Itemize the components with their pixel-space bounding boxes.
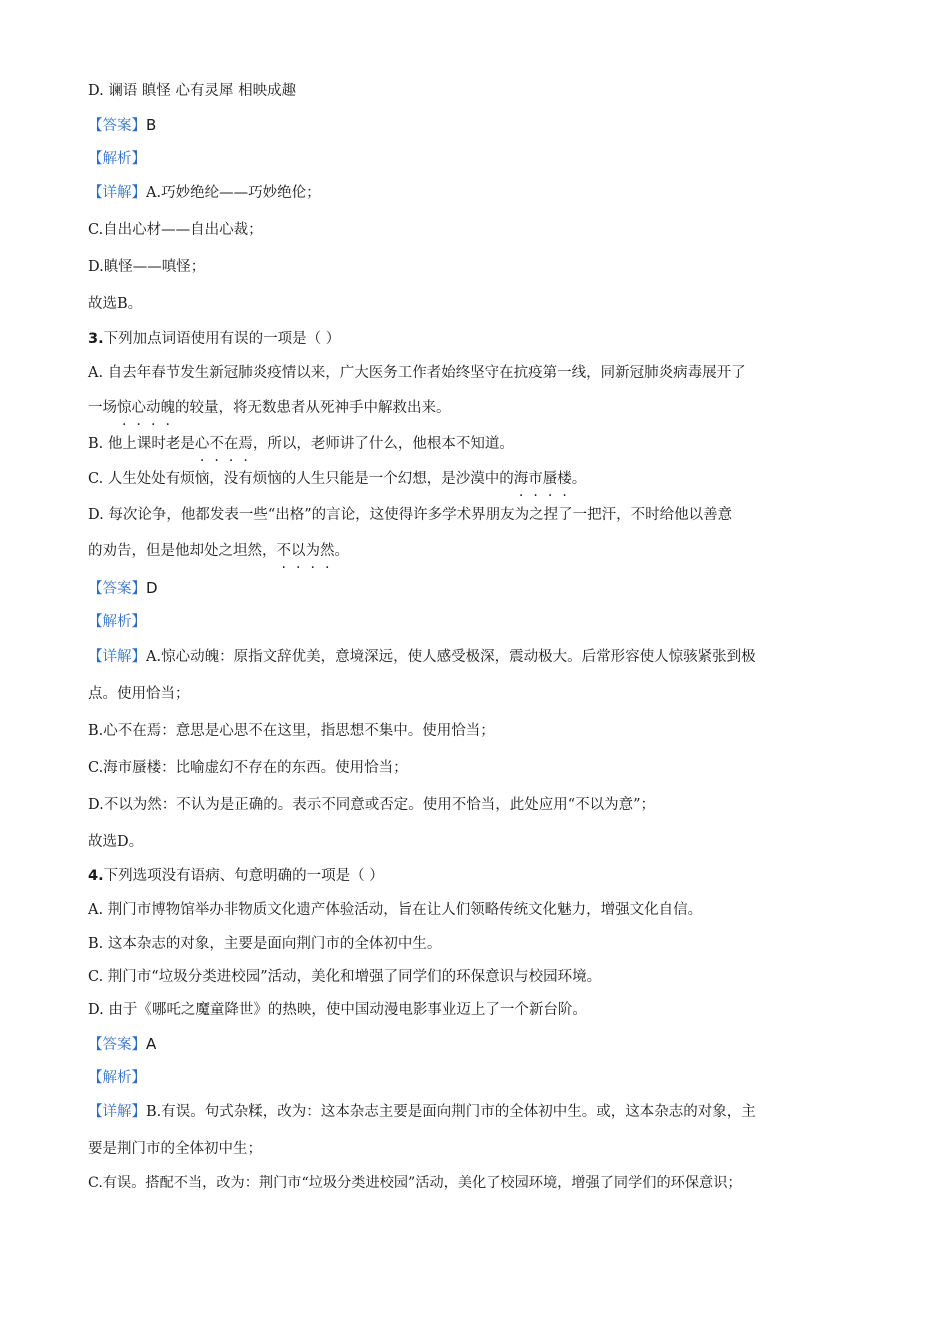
q2-detail-row xyxy=(88,183,321,203)
q3-option-a-line1: A. 自去年春节发生新冠肺炎疫情以来，广大医务工作者始终坚守在抗疫第一线，同新冠肺炎病毒展开了 xyxy=(88,365,746,381)
dotted-char: 在 xyxy=(223,436,239,452)
answer-value: D xyxy=(146,579,158,597)
q4-option: C. 荆门市“垃圾分类进校园”活动，美化和增强了同学们的环保意识与校园环境。 xyxy=(88,969,602,985)
detail-line: C.自出心材——自出心裁； xyxy=(88,222,263,238)
analysis-tag: 【解析】 xyxy=(88,614,146,630)
dotted-char: 然 xyxy=(320,543,335,559)
dotted-char: 焉 xyxy=(238,436,253,452)
q4-option: D. 由于《哪吒之魔童降世》的热映，使中国动漫电影事业迈上了一个新台阶。 xyxy=(88,1002,587,1018)
detail-line: C.海市蜃楼：比喻虚幻不存在的东西。使用恰当； xyxy=(88,760,408,776)
q4-answer-row xyxy=(88,1034,156,1055)
dotted-char: 心 xyxy=(131,400,146,416)
detail-line: 要是荆门市的全体初中生； xyxy=(88,1141,262,1157)
detail-tag: 【详解】 xyxy=(88,185,146,201)
q4-option: A. 荆门市博物馆举办非物质文化遗产体验活动，旨在让人们领略传统文化魅力，增强文化自信。 xyxy=(88,902,703,918)
dotted-char: 市 xyxy=(528,471,543,487)
q3-detail-row xyxy=(88,647,756,667)
detail-text: B.有误。句式杂糅，改为：这本杂志主要是面向荆门市的全体初中生。或，这本杂志的对象，主 xyxy=(146,1104,756,1120)
detail-line: 故选B。 xyxy=(88,296,143,312)
detail-line: D.不以为然：不认为是正确的。表示不同意或否定。使用不恰当，此处应用“不以为意”； xyxy=(88,797,656,813)
q4-stem-row xyxy=(88,866,384,886)
answer-value: A xyxy=(146,1035,157,1053)
q3-stem-row xyxy=(88,329,340,349)
dotted-char: 惊 xyxy=(117,400,132,416)
text-segment: 。 xyxy=(334,543,349,559)
detail-line: D.瞋怪——嗔怪； xyxy=(88,259,206,275)
q3-option-a-line2 xyxy=(88,398,451,418)
text-segment: 一场 xyxy=(88,400,117,416)
detail-line: C.有误。搭配不当，改为：荆门市“垃圾分类进校园”活动，美化了校园环境，增强了同学们的环保意识； xyxy=(88,1175,742,1191)
dotted-char: 魄 xyxy=(160,400,175,416)
q2-option-d: D. 谰语 瞋怪 心有灵犀 相映成趣 xyxy=(88,83,297,99)
q4-detail-row xyxy=(88,1102,756,1122)
analysis-tag: 【解析】 xyxy=(88,1070,146,1086)
text-segment: ，所以，老师讲了什么，他根本不知道。 xyxy=(252,436,514,452)
text-segment: 的较量，将无数患者从死神手中解救出来。 xyxy=(175,400,451,416)
question-number: 3. xyxy=(88,331,104,347)
detail-tag: 【详解】 xyxy=(88,649,146,665)
text-segment: C. 人生处处有烦恼，没有烦恼的人生只能是一个幻想，是沙漠中的 xyxy=(88,471,514,487)
dotted-char: 蜃 xyxy=(542,471,558,487)
q4-option: B. 这本杂志的对象，主要是面向荆门市的全体初中生。 xyxy=(88,936,442,952)
dotted-char: 为 xyxy=(305,543,320,559)
q3-option-d-line2 xyxy=(88,541,349,561)
text-segment: B. 他上课时老是 xyxy=(88,436,195,452)
text-segment: 。 xyxy=(571,471,587,487)
detail-line: 故选D。 xyxy=(88,834,144,850)
q3-option-d-line1: D. 每次论争，他都发表一些“出格”的言论，这使得许多学术界朋友为之捏了一把汗，不时给他以善意 xyxy=(88,507,733,523)
detail-line: B.心不在焉：意思是心思不在这里，指思想不集中。使用恰当； xyxy=(88,723,495,739)
text-segment: 的劝告，但是他却处之坦然， xyxy=(88,543,277,559)
answer-tag: 【答案】 xyxy=(88,581,146,597)
q3-answer-row xyxy=(88,578,158,599)
question-stem: 下列选项没有语病、句意明确的一项是（ ） xyxy=(103,868,384,884)
dotted-char: 楼 xyxy=(557,471,572,487)
q3-option-b xyxy=(88,434,514,454)
q3-option-c xyxy=(88,469,586,489)
q2-answer-row xyxy=(88,115,156,136)
dotted-char: 海 xyxy=(513,471,529,487)
analysis-tag: 【解析】 xyxy=(88,151,146,167)
dotted-char: 以 xyxy=(291,543,306,559)
dotted-char: 心 xyxy=(194,436,210,452)
dotted-char: 不 xyxy=(209,436,224,452)
detail-text: A.惊心动魄：原指文辞优美，意境深远，使人感受极深，震动极大。后常形容使人惊骇紧张到极 xyxy=(146,649,756,665)
question-stem: 下列加点词语使用有误的一项是（ ） xyxy=(103,331,341,347)
answer-tag: 【答案】 xyxy=(88,118,146,134)
dotted-char: 动 xyxy=(146,400,161,416)
detail-tag: 【详解】 xyxy=(88,1104,146,1120)
detail-line: 点。使用恰当； xyxy=(88,686,190,702)
detail-text: A.巧妙绝纶——巧妙绝伦； xyxy=(146,185,321,201)
question-number: 4. xyxy=(88,868,104,884)
answer-tag: 【答案】 xyxy=(88,1037,146,1053)
answer-value: B xyxy=(146,116,157,134)
dotted-char: 不 xyxy=(276,543,291,559)
